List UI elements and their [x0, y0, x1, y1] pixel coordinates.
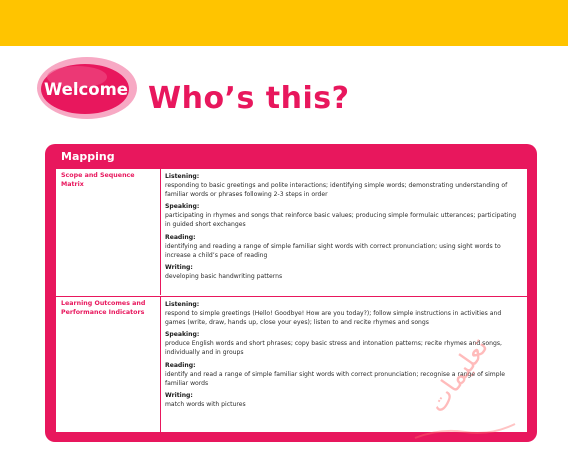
section-text: developing basic handwriting patterns — [165, 272, 283, 280]
row-label: Scope and Sequence Matrix — [61, 172, 135, 188]
row-content — [165, 300, 523, 412]
welcome-badge — [33, 55, 139, 121]
section-heading-reading: Reading: — [165, 361, 196, 369]
section-heading-speaking: Speaking: — [165, 331, 200, 339]
section-text: produce English words and short phrases; copy basic stress and intonation patterns; recite rhymes and songs, individually and in groups — [165, 340, 502, 357]
mapping-panel — [45, 144, 537, 442]
section-text: responding to basic greetings and polite interactions; identifying simple words; demonstrating understanding of familiar words or phrases following 2-3 steps in order — [165, 182, 508, 199]
section-heading-writing: Writing: — [165, 263, 193, 271]
top-banner — [0, 0, 568, 46]
mapping-table — [56, 169, 527, 432]
section-heading-reading: Reading: — [165, 233, 196, 241]
section-text: participating in rhymes and songs that reinforce basic values; producing simple formulaic utterances; participating in guided short exchanges — [165, 212, 517, 229]
section-text: identifying and reading a range of simple familiar sight words with correct pronunciation; using sight words to increase a child’s pace of reading — [165, 242, 501, 259]
section-heading-listening: Listening: — [165, 173, 200, 180]
column-divider — [160, 169, 161, 295]
section-text: respond to simple greetings (Hello! Goodbye! How are you today?); follow simple instructions in activities and games (write, draw, hands up, close your eyes); listen to and recite rhymes and songs — [165, 310, 502, 327]
section-heading-speaking: Speaking: — [165, 203, 200, 211]
section-text: match words with pictures — [165, 400, 246, 408]
section-heading-writing: Writing: — [165, 391, 193, 399]
row-label: Learning Outcomes and Performance Indicators — [61, 300, 146, 316]
table-row-scope — [56, 169, 527, 295]
section-text: identify and read a range of simple familiar sight words with correct pronunciation; recognise a range of simple familiar words — [165, 370, 506, 387]
watermark-text: تعليمات — [422, 332, 495, 419]
column-divider — [160, 297, 161, 433]
welcome-label: Welcome — [44, 80, 128, 99]
table-row-outcomes — [56, 296, 527, 433]
section-heading-listening: Listening: — [165, 301, 200, 308]
mapping-title: Mapping — [61, 150, 115, 163]
page-title: Who’s this? — [148, 81, 350, 116]
row-content — [165, 172, 523, 284]
